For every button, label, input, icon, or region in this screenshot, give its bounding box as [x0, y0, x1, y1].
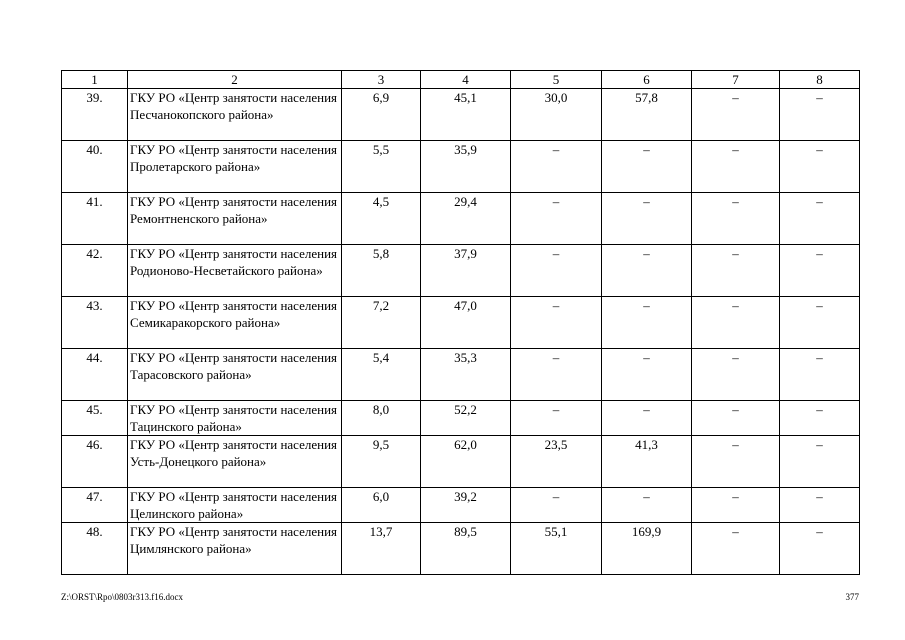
column-header: 5 — [511, 71, 602, 89]
column-header: 8 — [780, 71, 860, 89]
value-col-3: 9,5 — [342, 436, 421, 488]
row-number: 44. — [62, 349, 128, 401]
column-header: 3 — [342, 71, 421, 89]
value-col-6: – — [602, 193, 692, 245]
value-col-4: 52,2 — [421, 401, 511, 436]
row-number: 40. — [62, 141, 128, 193]
value-col-7: – — [692, 401, 780, 436]
value-col-4: 37,9 — [421, 245, 511, 297]
value-col-8: – — [780, 523, 860, 575]
footer-file-path: Z:\ORST\Rpo\0803r313.f16.docx — [61, 592, 183, 602]
value-col-3: 6,9 — [342, 89, 421, 141]
value-col-4: 62,0 — [421, 436, 511, 488]
value-col-5: – — [511, 193, 602, 245]
value-col-6: – — [602, 297, 692, 349]
value-col-5: 55,1 — [511, 523, 602, 575]
column-header: 7 — [692, 71, 780, 89]
value-col-3: 5,4 — [342, 349, 421, 401]
organization-name: ГКУ РО «Центр занятости населения Тацинского района» — [128, 401, 342, 436]
value-col-7: – — [692, 193, 780, 245]
value-col-4: 45,1 — [421, 89, 511, 141]
table-row — [62, 401, 860, 436]
footer-page-number: 377 — [845, 592, 859, 602]
table-row — [62, 297, 860, 349]
table-row — [62, 141, 860, 193]
value-col-5: – — [511, 488, 602, 523]
row-number: 47. — [62, 488, 128, 523]
value-col-7: – — [692, 89, 780, 141]
value-col-6: 57,8 — [602, 89, 692, 141]
value-col-5: – — [511, 349, 602, 401]
value-col-4: 89,5 — [421, 523, 511, 575]
value-col-7: – — [692, 523, 780, 575]
value-col-8: – — [780, 245, 860, 297]
value-col-6: – — [602, 488, 692, 523]
table-header-row — [62, 71, 860, 89]
organization-name: ГКУ РО «Центр занятости населения Цимлянского района» — [128, 523, 342, 575]
value-col-8: – — [780, 436, 860, 488]
value-col-8: – — [780, 349, 860, 401]
value-col-3: 5,5 — [342, 141, 421, 193]
value-col-6: – — [602, 349, 692, 401]
value-col-4: 35,9 — [421, 141, 511, 193]
table-row — [62, 193, 860, 245]
value-col-8: – — [780, 488, 860, 523]
column-header: 2 — [128, 71, 342, 89]
value-col-3: 4,5 — [342, 193, 421, 245]
value-col-7: – — [692, 297, 780, 349]
value-col-5: – — [511, 141, 602, 193]
organization-name: ГКУ РО «Центр занятости населения Целинского района» — [128, 488, 342, 523]
column-header: 6 — [602, 71, 692, 89]
organization-name: ГКУ РО «Центр занятости населения Песчанокопского района» — [128, 89, 342, 141]
column-header: 4 — [421, 71, 511, 89]
row-number: 41. — [62, 193, 128, 245]
value-col-6: – — [602, 245, 692, 297]
value-col-7: – — [692, 245, 780, 297]
table-row — [62, 245, 860, 297]
value-col-7: – — [692, 436, 780, 488]
value-col-5: – — [511, 401, 602, 436]
row-number: 42. — [62, 245, 128, 297]
row-number: 45. — [62, 401, 128, 436]
value-col-5: – — [511, 297, 602, 349]
value-col-7: – — [692, 349, 780, 401]
value-col-8: – — [780, 141, 860, 193]
value-col-3: 6,0 — [342, 488, 421, 523]
organization-name: ГКУ РО «Центр занятости населения Родионово-Несветайского района» — [128, 245, 342, 297]
value-col-7: – — [692, 488, 780, 523]
value-col-6: 169,9 — [602, 523, 692, 575]
value-col-5: 30,0 — [511, 89, 602, 141]
table-row — [62, 523, 860, 575]
table-row — [62, 89, 860, 141]
organization-name: ГКУ РО «Центр занятости населения Пролетарского района» — [128, 141, 342, 193]
value-col-8: – — [780, 401, 860, 436]
value-col-4: 47,0 — [421, 297, 511, 349]
value-col-7: – — [692, 141, 780, 193]
value-col-3: 8,0 — [342, 401, 421, 436]
value-col-8: – — [780, 297, 860, 349]
organization-name: ГКУ РО «Центр занятости населения Усть-Донецкого района» — [128, 436, 342, 488]
value-col-6: – — [602, 141, 692, 193]
organization-name: ГКУ РО «Центр занятости населения Ремонтненского района» — [128, 193, 342, 245]
value-col-8: – — [780, 193, 860, 245]
organization-name: ГКУ РО «Центр занятости населения Тарасовского района» — [128, 349, 342, 401]
row-number: 48. — [62, 523, 128, 575]
value-col-3: 5,8 — [342, 245, 421, 297]
row-number: 43. — [62, 297, 128, 349]
value-col-4: 35,3 — [421, 349, 511, 401]
value-col-8: – — [780, 89, 860, 141]
row-number: 46. — [62, 436, 128, 488]
value-col-4: 29,4 — [421, 193, 511, 245]
table-row — [62, 349, 860, 401]
data-table — [61, 70, 860, 575]
value-col-5: – — [511, 245, 602, 297]
value-col-4: 39,2 — [421, 488, 511, 523]
value-col-3: 13,7 — [342, 523, 421, 575]
table-row — [62, 488, 860, 523]
value-col-6: – — [602, 401, 692, 436]
value-col-3: 7,2 — [342, 297, 421, 349]
column-header: 1 — [62, 71, 128, 89]
row-number: 39. — [62, 89, 128, 141]
value-col-6: 41,3 — [602, 436, 692, 488]
organization-name: ГКУ РО «Центр занятости населения Семикаракорского района» — [128, 297, 342, 349]
value-col-5: 23,5 — [511, 436, 602, 488]
table-row — [62, 436, 860, 488]
